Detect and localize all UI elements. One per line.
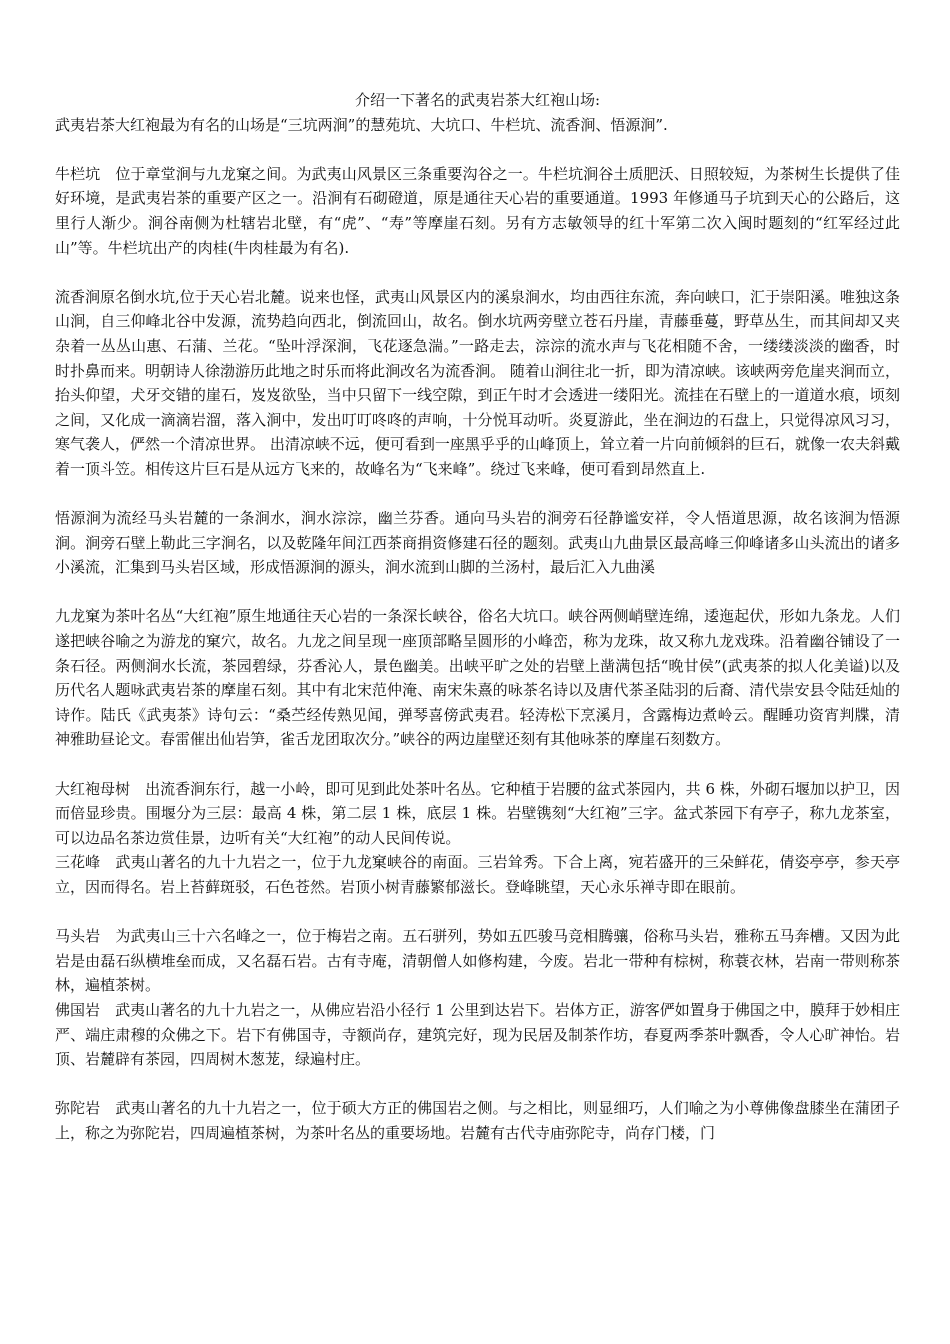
paragraph-matouyan: 马头岩 为武夷山三十六名峰之一，位于梅岩之南。五石骈列，势如五匹骏马竞相腾骧，俗称马头岩，雅称五马奔槽。又因为此岩是由磊石纵横堆垒而成，又名磊石岩。古有寺庵，清朝僧人如修构建，今废。岩北一带种有棕树，称蓑衣林，岩南一带则称茶林，遍植茶树。 (55, 927, 900, 995)
paragraph-gap (55, 1072, 900, 1097)
paragraph-gap (55, 580, 900, 605)
paragraph-gap (55, 260, 900, 285)
paragraph-sanhuafeng: 三花峰 武夷山著名的九十九岩之一，位于九龙窠峡谷的南面。三岩耸秀。下合上离，宛若盛开的三朵鲜花，倩姿亭亭，参天亭立，因而得名。岩上苔藓斑驳，石色苍然。岩顶小树青藤繁郁滋长。登峰眺望，天心永乐禅寺即在眼前。 (55, 853, 900, 896)
paragraph-jiulongke: 九龙窠为茶叶名丛“大红袍”原生地通往天心岩的一条深长峡谷，俗名大坑口。峡谷两侧峭壁连绵，逶迤起伏，形如九条龙。人们遂把峡谷喻之为游龙的窠穴，故名。九龙之间呈现一座顶部略呈圆形的小峰峦，称为龙珠，故又称九龙戏珠。沿着幽谷铺设了一条石径。两侧涧水长流，茶园碧绿，芬香沁人，景色幽美。出峡平旷之处的岩壁上凿满包括“晚甘侯”(武夷茶的拟人化美谥)以及历代名人题咏武夷岩茶的摩崖石刻。其中有北宋范仲淹、南宋朱熹的咏茶名诗以及唐代茶圣陆羽的后裔、清代崇安县令陆廷灿的诗作。陆氏《武夷茶》诗句云：“桑苎经传熟见闻，弹琴喜傍武夷君。轻涛松下烹溪月，含露梅边煮岭云。醒睡功资宵判牒，清神雅助昼论文。春雷催出仙岩笋，雀舌龙团取次分。”峡谷的两边崖壁还刻有其他咏茶的摩崖石刻数方。 (55, 607, 900, 749)
paragraph-dahongpao-mother-tree: 大红袍母树 出流香涧东行，越一小岭，即可见到此处茶叶名丛。它种植于岩腰的盆式茶园内，共 6 株，外砌石堰加以护卫，因而倍显珍贵。围堰分为三层：最高 4 株，第二层 1 株，底层 1 株。岩壁镌刻“大红袍”三字。盆式茶园下有亭子，称九龙茶室，可以边品名茶边赏佳景，边听有关“大红袍”的动人民间传说。 (55, 779, 900, 847)
paragraph-niulankeng: 牛栏坑 位于章堂涧与九龙窠之间。为武夷山风景区三条重要沟谷之一。牛栏坑涧谷土质肥沃、日照较短，为茶树生长提供了佳好环境，是武夷岩茶的重要产区之一。沿涧有石砌磴道，原是通往天心岩的重要通道。1993 年修通马子坑到天心的公路后，这里行人渐少。涧谷南侧为杜辖岩北壁，有“虎”、“寿”等摩崖石刻。另有方志敏领导的红十军第二次入闽时题刻的“红军经过此山”等。牛栏坑出产的肉桂(牛肉桂最为有名). (55, 164, 900, 257)
paragraph-foguoyan: 佛国岩 武夷山著名的九十九岩之一，从佛应岩沿小径行 1 公里到达岩下。岩体方正，游客俨如置身于佛国之中，膜拜于妙相庄严、端庄肃穆的众佛之下。岩下有佛国寺，寺额尚存，建筑完好，现为民居及制茶作坊，春夏两季茶叶飘香，令人心旷神怡。岩顶、岩麓辟有茶园，四周树木葱茏，绿遍村庄。 (55, 1000, 900, 1069)
paragraph-mituoyan: 弥陀岩 武夷山著名的九十九岩之一，位于硕大方正的佛国岩之侧。与之相比，则显细巧，人们喻之为小尊佛像盘膝坐在蒲团子上，称之为弥陀岩，四周遍植茶树，为茶叶名丛的重要场地。岩麓有古代寺庙弥陀寺，尚存门楼，门 (55, 1099, 900, 1142)
paragraph-wuyuanjian: 悟源涧为流经马头岩麓的一条涧水，涧水淙淙，幽兰芬香。通向马头岩的涧旁石径静谧安祥，令人悟道思源，故名该涧为悟源涧。涧旁石壁上勒此三字涧名，以及乾隆年间江西茶商捐资修建石径的题刻。武夷山九曲景区最高峰三仰峰诸多山头流出的诸多小溪流，汇集到马头岩区域，形成悟源涧的源头，涧水流到山脚的兰汤村，最后汇入九曲溪 (55, 509, 900, 577)
document-title: 介绍一下著名的武夷岩茶大红袍山场: (354, 91, 601, 109)
paragraph-gap (55, 752, 900, 777)
paragraph-liuxiangjian: 流香涧原名倒水坑,位于天心岩北麓。说来也怪，武夷山风景区内的溪泉涧水，均由西往东流，奔向峡口，汇于崇阳溪。唯独这条山涧，自三仰峰北谷中发源，流势趋向西北，倒流回山，故名。倒水坑两旁壁立苍石丹崖，青藤垂蔓，野草丛生，而其间却又夹杂着一丛丛山惠、石蒲、兰花。“坠叶浮深涧，飞花逐急湍。”一路走去，淙淙的流水声与飞花相随不舍，一缕缕淡淡的幽香，时时扑鼻而来。明朝诗人徐渤游历此地之时乐而将此涧改名为流香涧。 随着山涧往北一折，即为清凉峡。该峡两旁危崖夹涧而立，抬头仰望，犬牙交错的崖石，岌岌欲坠，当中只留下一线空隙，到正午时才会透进一缕阳光。流挂在石壁上的一道道水痕，顷刻之间，又化成一滴滴岩溜，落入涧中，发出叮叮咚咚的声响，十分悦耳动听。炎夏游此，坐在涧边的石盘上，只觉得凉风习习，寒气袭人，俨然一个清凉世界。 出清凉峡不远，便可看到一座黑乎乎的山峰顶上，耸立着一片向前倾斜的巨石，就像一农夫斜戴着一顶斗笠。相传这片巨石是从远方飞来的，故峰名为“飞来峰”。绕过飞来峰，便可看到昂然直上. (55, 287, 900, 478)
document-body (55, 88, 900, 1146)
paragraph-gap (55, 137, 900, 162)
paragraph-gap (55, 482, 900, 507)
paragraph-gap (55, 900, 900, 925)
intro-paragraph: 武夷岩茶大红袍最为有名的山场是“三坑两涧”的慧苑坑、大坑口、牛栏坑、流香涧、悟源涧”. (55, 115, 668, 134)
